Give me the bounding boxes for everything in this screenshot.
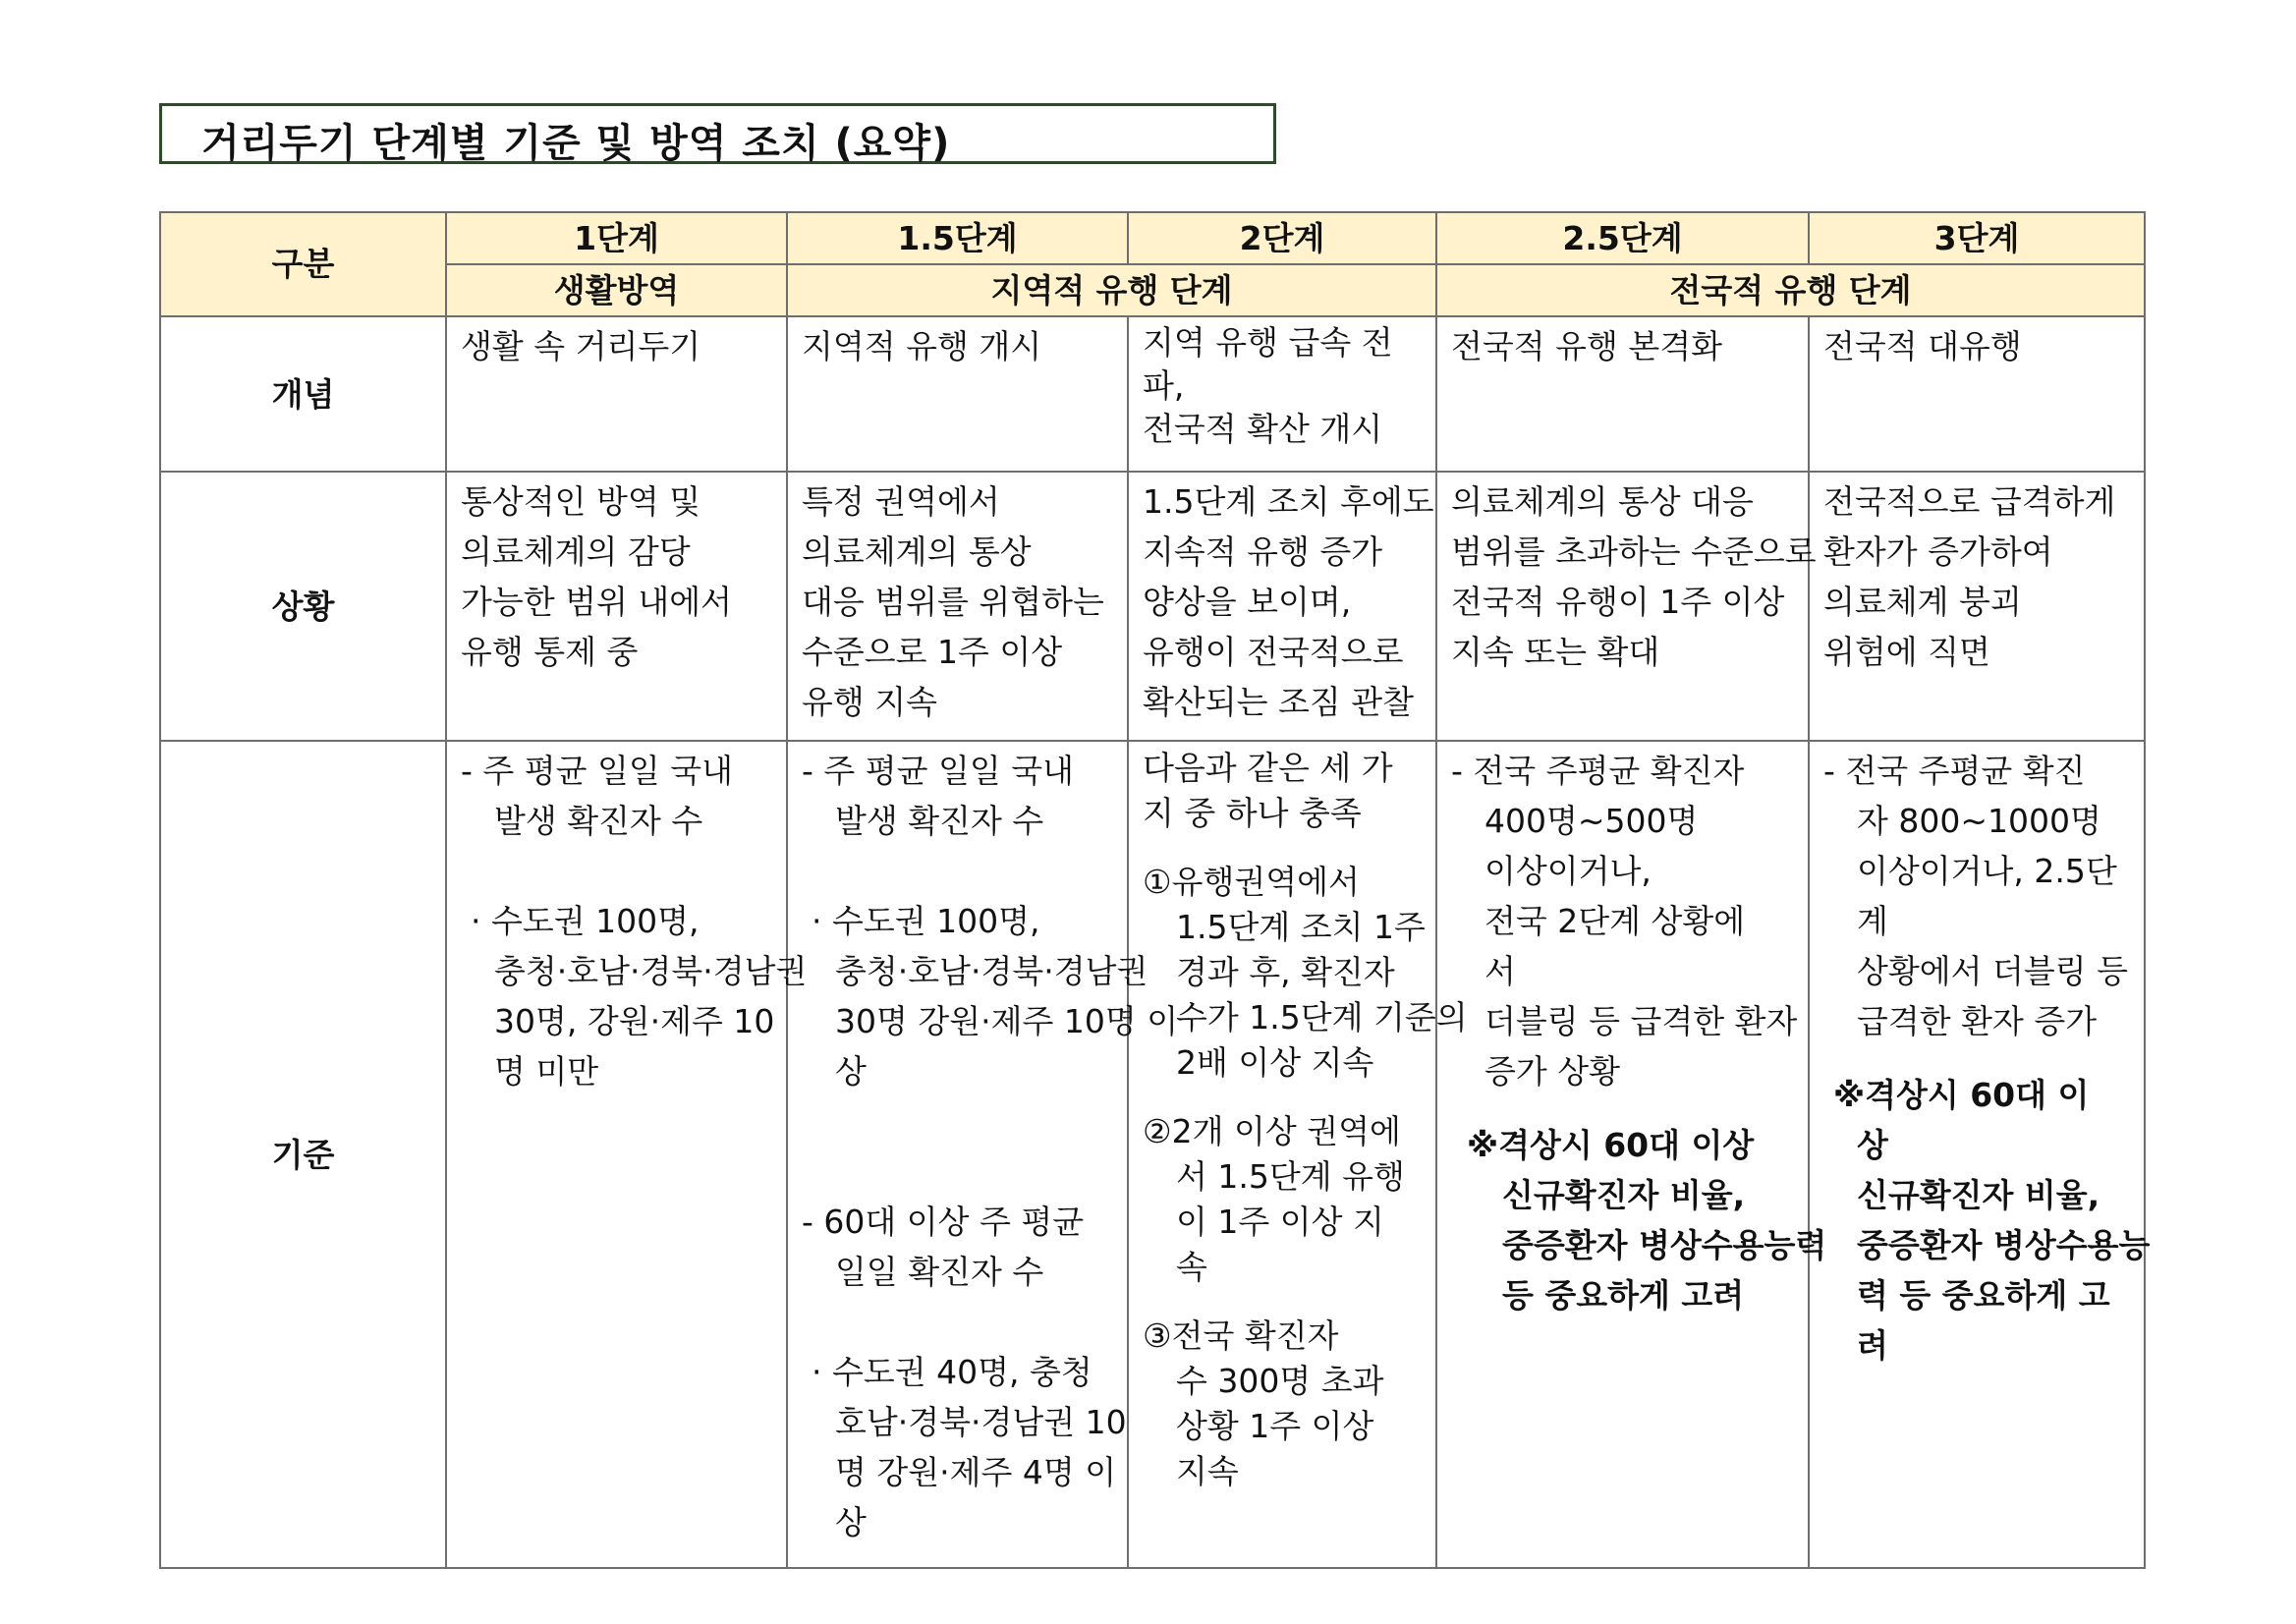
text-line: 의료체계의 감당	[461, 532, 691, 571]
situation-cell-1	[446, 472, 787, 741]
row-criteria	[160, 741, 2145, 1568]
text-line: 상황 1주 이상	[1176, 1407, 1374, 1445]
text-line: 호남·경북·경남권 10	[835, 1403, 1127, 1441]
criteria-cell-2-5	[1436, 741, 1827, 1568]
text-line: 지역 유행 급속 전	[1143, 323, 1393, 362]
text-line: 상	[835, 1052, 867, 1091]
criteria-table	[159, 211, 2151, 1569]
concept-cell-3	[1809, 316, 2145, 472]
header-category: 구분	[160, 212, 446, 316]
text-line: ③전국 확진자	[1143, 1316, 1339, 1355]
concept-cell-1	[446, 316, 787, 472]
text-line: 유행 지속	[802, 683, 938, 721]
header-level-2-5: 2.5단계	[1436, 212, 1809, 264]
text-line: 명 미만	[494, 1052, 599, 1091]
header-level-1: 1단계	[446, 212, 787, 264]
text-line: 경과 후, 확진자	[1176, 953, 1395, 991]
situation-cell-3	[1809, 472, 2145, 741]
text-line: 발생 확진자 수	[835, 802, 1044, 840]
text-line: 서 1.5단계 유행	[1176, 1157, 1405, 1196]
text-line: 전국 2단계 상황에	[1484, 902, 1746, 940]
criteria-cell-1	[446, 741, 808, 1568]
text-line: 전국적 확산 개시	[1143, 410, 1383, 448]
row-concept	[160, 316, 2145, 472]
text-line: 려	[1857, 1326, 1888, 1365]
text-line: 전국적 유행이 1주 이상	[1451, 583, 1785, 621]
text-line: - 주 평균 일일 국내	[461, 752, 734, 790]
text-line: 파,	[1143, 366, 1185, 405]
text-line: 충청·호남·경북·경남권	[835, 952, 1148, 990]
text-line: - 전국 주평균 확진자	[1451, 752, 1745, 790]
text-line: 수 300명 초과	[1176, 1362, 1384, 1400]
text-line: - 주 평균 일일 국내	[802, 752, 1075, 790]
text-line: 중증환자 병상수용능력	[1502, 1226, 1827, 1264]
header-row-levels	[160, 212, 2145, 264]
text-line: 유행 통제 중	[461, 633, 639, 671]
text-line: 지속	[1176, 1452, 1239, 1490]
text-line: 지속 또는 확대	[1451, 633, 1660, 671]
text-line: 의료체계의 통상 대응	[1451, 482, 1754, 521]
text-line: 신규확진자 비율,	[1502, 1176, 1746, 1214]
text-line: 1.5단계 조치 1주	[1176, 908, 1426, 946]
text-line: ※격상시 60대 이상	[1467, 1126, 1755, 1164]
text-line: 자 800~1000명	[1857, 802, 2101, 840]
text-line: ①유행권역에서	[1143, 863, 1360, 901]
text-line: 이상이거나,	[1484, 852, 1652, 890]
text-line: 위험에 직면	[1823, 633, 1990, 671]
text-line: 상황에서 더블링 등	[1857, 952, 2129, 990]
text-line: 명 강원·제주 4명 이	[835, 1453, 1117, 1491]
situation-cell-2	[1128, 472, 1436, 741]
text-line: 특정 권역에서	[802, 482, 1000, 521]
header-group-life: 생활방역	[446, 264, 787, 316]
text-line: 서	[1484, 952, 1516, 990]
text-line: 상	[1857, 1126, 1888, 1164]
text-line: 이상이거나, 2.5단	[1857, 852, 2117, 890]
text-line: 전국적 유행 본격화	[1451, 327, 1723, 365]
text-line: 수준으로 1주 이상	[802, 633, 1063, 671]
text-line: 가능한 범위 내에서	[461, 583, 733, 621]
text-line: 환자가 증가하여	[1823, 532, 2053, 571]
text-line: 발생 확진자 수	[494, 802, 703, 840]
text-line: · 수도권 100명,	[812, 902, 1040, 940]
text-line: 1.5단계 조치 후에도	[1143, 482, 1434, 521]
text-line: 신규확진자 비율,	[1857, 1176, 2100, 1214]
row-label-criteria: 기준	[160, 741, 446, 1568]
concept-cell-2-5	[1436, 316, 1809, 472]
text-line: 400명~500명	[1484, 802, 1699, 840]
text-line: 양상을 보이며,	[1143, 583, 1352, 621]
text-line: 생활 속 거리두기	[461, 327, 701, 365]
text-line: 다음과 같은 세 가	[1143, 749, 1393, 787]
text-line: 지역적 유행 개시	[802, 327, 1042, 365]
row-label-situation: 상황	[160, 472, 446, 741]
header-row-groups	[160, 264, 2145, 316]
row-label-concept: 개념	[160, 316, 446, 472]
text-line: 속	[1176, 1248, 1207, 1286]
page-title: 거리두기 단계별 기준 및 방역 조치 (요약)	[201, 121, 951, 166]
text-line: 대응 범위를 위협하는	[802, 583, 1104, 621]
text-line: ②2개 이상 권역에	[1143, 1112, 1401, 1150]
text-line: 통상적인 방역 및	[461, 482, 701, 521]
text-line: · 수도권 40명, 충청	[812, 1353, 1092, 1391]
text-line: 범위를 초과하는 수준으로	[1451, 532, 1817, 571]
situation-cell-1-5	[787, 472, 1128, 741]
title-box	[159, 103, 1276, 164]
header-level-2: 2단계	[1128, 212, 1436, 264]
text-line: 계	[1857, 902, 1888, 940]
text-line: 중증환자 병상수용능	[1857, 1226, 2151, 1264]
text-line: 30명, 강원·제주 10	[494, 1002, 775, 1040]
text-line: 충청·호남·경북·경남권	[494, 952, 808, 990]
criteria-cell-2	[1128, 741, 1468, 1568]
header-group-national: 전국적 유행 단계	[1436, 264, 2145, 316]
text-line: 상	[835, 1503, 867, 1541]
text-line: 확산되는 조짐 관찰	[1143, 683, 1415, 721]
text-line: 증가 상황	[1484, 1052, 1621, 1091]
text-line: 더블링 등 급격한 환자	[1484, 1002, 1798, 1040]
text-line: - 전국 주평균 확진	[1823, 752, 2086, 790]
text-line: 급격한 환자 증가	[1857, 1002, 2098, 1040]
text-line: 지 중 하나 충족	[1143, 794, 1362, 832]
text-line: 2배 이상 지속	[1176, 1043, 1374, 1082]
header-level-3: 3단계	[1809, 212, 2145, 264]
criteria-cell-1-5	[787, 741, 1179, 1568]
text-line: ※격상시 60대 이	[1833, 1076, 2090, 1114]
header-level-1-5: 1.5단계	[787, 212, 1128, 264]
text-line: 력 등 중요하게 고	[1857, 1276, 2110, 1315]
text-line: 이 1주 이상 지	[1176, 1203, 1384, 1241]
criteria-cell-3	[1809, 741, 2151, 1568]
text-line: 30명 강원·제주 10명 이	[835, 1002, 1179, 1040]
row-situation	[160, 472, 2145, 741]
concept-cell-1-5	[787, 316, 1128, 472]
text-line: 등 중요하게 고려	[1502, 1276, 1745, 1315]
text-line: 유행이 전국적으로	[1143, 633, 1404, 671]
text-line: - 60대 이상 주 평균	[802, 1203, 1085, 1241]
concept-cell-2	[1128, 316, 1436, 472]
text-line: 전국적으로 급격하게	[1823, 482, 2116, 521]
text-line: 지속적 유행 증가	[1143, 532, 1383, 571]
header-group-regional: 지역적 유행 단계	[787, 264, 1436, 316]
text-line: 의료체계의 통상	[802, 532, 1032, 571]
text-line: · 수도권 100명,	[471, 902, 700, 940]
text-line: 수가 1.5단계 기준의	[1176, 998, 1468, 1036]
text-line: 전국적 대유행	[1823, 327, 2022, 365]
text-line: 일일 확진자 수	[835, 1253, 1044, 1291]
situation-cell-2-5	[1436, 472, 1817, 741]
text-line: 의료체계 붕괴	[1823, 583, 2022, 621]
